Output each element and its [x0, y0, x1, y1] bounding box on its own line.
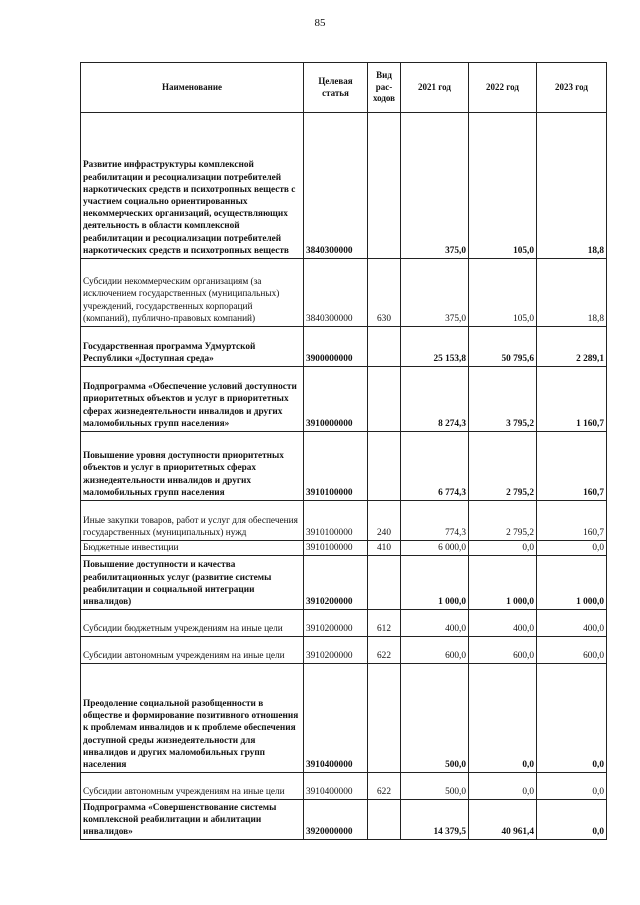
row-code: 3910200000: [304, 610, 368, 637]
row-2023: 18,8: [537, 259, 607, 327]
row-code: 3910100000: [304, 541, 368, 556]
row-code: 3840300000: [304, 259, 368, 327]
header-2023: 2023 год: [537, 63, 607, 113]
row-2023: 2 289,1: [537, 327, 607, 367]
row-2021: 500,0: [401, 773, 469, 800]
row-kind: [368, 367, 401, 432]
row-kind: 410: [368, 541, 401, 556]
row-2021: 375,0: [401, 113, 469, 259]
row-name: Иные закупки товаров, работ и услуг для обеспечения государственных (муниципальных) нужд: [81, 501, 304, 541]
row-name: Подпрограмма «Совершенствование системы комплексной реабилитации и абилитации инвалидов»: [81, 800, 304, 840]
row-2021: 14 379,5: [401, 800, 469, 840]
row-2022: 2 795,2: [469, 432, 537, 501]
row-2021: 1 000,0: [401, 556, 469, 610]
table-row: [81, 432, 607, 501]
row-2021: 6 000,0: [401, 541, 469, 556]
row-name: Преодоление социальной разобщенности в обществе и формирование позитивного отношения к проблемам инвалидов и к проблеме обеспечения доступной среды жизнедеятельности для инвалидов и других маломобильных групп населения: [81, 664, 304, 773]
table-row: [81, 113, 607, 259]
row-code: 3910200000: [304, 637, 368, 664]
row-2023: 160,7: [537, 432, 607, 501]
row-kind: 622: [368, 637, 401, 664]
row-code: 3910000000: [304, 367, 368, 432]
row-2023: 160,7: [537, 501, 607, 541]
row-2022: 0,0: [469, 664, 537, 773]
row-code: 3910100000: [304, 432, 368, 501]
table-row: [81, 773, 607, 800]
row-name: Субсидии автономным учреждениям на иные цели: [81, 637, 304, 664]
row-2023: 0,0: [537, 541, 607, 556]
row-2023: 1 160,7: [537, 367, 607, 432]
row-2021: 600,0: [401, 637, 469, 664]
row-name: Бюджетные инвестиции: [81, 541, 304, 556]
row-kind: 630: [368, 259, 401, 327]
row-2021: 6 774,3: [401, 432, 469, 501]
table-row: [81, 637, 607, 664]
row-2021: 8 274,3: [401, 367, 469, 432]
table-row: [81, 610, 607, 637]
row-name: Развитие инфраструктуры комплексной реабилитации и ресоциализации потребителей наркотических средств и психотропных веществ с участием социально ориентированных некоммерческих организаций, осуществляющих деятельность в области комплексной реабилитации и ресоциализации потребителей наркотических средств и психотропных веществ: [81, 113, 304, 259]
table-row: [81, 367, 607, 432]
row-2022: 0,0: [469, 541, 537, 556]
row-2022: 2 795,2: [469, 501, 537, 541]
row-kind: 612: [368, 610, 401, 637]
row-kind: [368, 664, 401, 773]
row-kind: [368, 556, 401, 610]
table-header-row: [81, 63, 607, 113]
row-name: Повышение доступности и качества реабилитационных услуг (развитие системы реабилитации и социальной интеграции инвалидов): [81, 556, 304, 610]
row-2023: 600,0: [537, 637, 607, 664]
row-2021: 400,0: [401, 610, 469, 637]
table-row: [81, 501, 607, 541]
row-2022: 0,0: [469, 773, 537, 800]
row-2022: 400,0: [469, 610, 537, 637]
row-code: 3910200000: [304, 556, 368, 610]
table-row: [81, 541, 607, 556]
row-2022: 50 795,6: [469, 327, 537, 367]
table-row: [81, 259, 607, 327]
page-number: 85: [314, 17, 326, 29]
row-kind: [368, 432, 401, 501]
row-kind: [368, 800, 401, 840]
row-name: Субсидии автономным учреждениям на иные цели: [81, 773, 304, 800]
row-2022: 3 795,2: [469, 367, 537, 432]
row-2022: 40 961,4: [469, 800, 537, 840]
row-kind: [368, 113, 401, 259]
row-kind: 240: [368, 501, 401, 541]
row-2021: 774,3: [401, 501, 469, 541]
row-code: 3840300000: [304, 113, 368, 259]
row-2023: 0,0: [537, 800, 607, 840]
row-kind: 622: [368, 773, 401, 800]
row-name: Субсидии некоммерческим организациям (за исключением государственных (муниципальных) учреждений, государственных корпораций (компаний), публично-правовых компаний): [81, 259, 304, 327]
row-2023: 400,0: [537, 610, 607, 637]
row-2023: 0,0: [537, 664, 607, 773]
header-target: Целевая статья: [304, 63, 368, 113]
row-2021: 25 153,8: [401, 327, 469, 367]
header-name: Наименование: [81, 63, 304, 113]
row-code: 3920000000: [304, 800, 368, 840]
header-2022: 2022 год: [469, 63, 537, 113]
row-2022: 105,0: [469, 259, 537, 327]
row-kind: [368, 327, 401, 367]
table-row: [81, 327, 607, 367]
row-2022: 1 000,0: [469, 556, 537, 610]
header-kind: Вид рас-ходов: [368, 63, 401, 113]
table-row: [81, 800, 607, 840]
row-name: Подпрограмма «Обеспечение условий доступности приоритетных объектов и услуг в приоритетных сферах жизнедеятельности инвалидов и других маломобильных групп населения»: [81, 367, 304, 432]
row-name: Государственная программа Удмуртской Республики «Доступная среда»: [81, 327, 304, 367]
row-name: Повышение уровня доступности приоритетных объектов и услуг в приоритетных сферах жизнедеятельности инвалидов и других маломобильных групп населения: [81, 432, 304, 501]
table-row: [81, 664, 607, 773]
row-2023: 18,8: [537, 113, 607, 259]
row-2021: 500,0: [401, 664, 469, 773]
row-name: Субсидии бюджетным учреждениям на иные цели: [81, 610, 304, 637]
row-2022: 105,0: [469, 113, 537, 259]
row-code: 3910400000: [304, 773, 368, 800]
row-code: 3900000000: [304, 327, 368, 367]
row-code: 3910100000: [304, 501, 368, 541]
row-2023: 1 000,0: [537, 556, 607, 610]
table-row: [81, 556, 607, 610]
row-2022: 600,0: [469, 637, 537, 664]
row-2023: 0,0: [537, 773, 607, 800]
row-2021: 375,0: [401, 259, 469, 327]
row-code: 3910400000: [304, 664, 368, 773]
header-2021: 2021 год: [401, 63, 469, 113]
budget-table: [80, 62, 607, 840]
